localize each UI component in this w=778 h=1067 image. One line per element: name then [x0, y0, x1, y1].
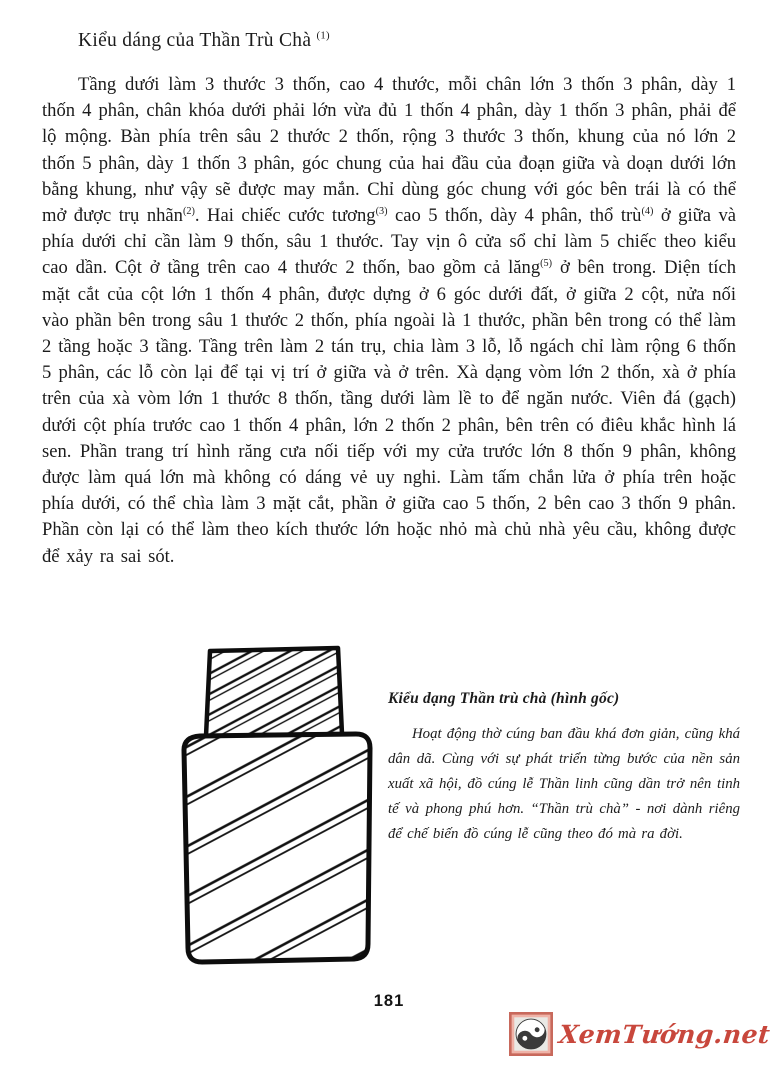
page-number: 181: [373, 992, 405, 1010]
watermark-site-name: XemTướng.net: [557, 1019, 772, 1049]
page-title: Kiểu dáng của Thần Trù Chà $^{(1)}$: [78, 29, 330, 51]
figure-caption: [388, 690, 740, 847]
body-paragraph: Tầng dưới làm 3 thước 3 thốn, cao 4 thước, mỗi chân lớn 3 thốn 3 phân, dày 1 thốn 4 phân, chân khóa dưới phải lớn vừa đủ 1 thốn 4 phân, dày 1 thốn 3 phân, phải để lộ mộng. Bàn phía trên sâu 2 thước 2 thốn, rộng 3 thước 3 thốn, khung của nó lớn 2 thốn 5 phân, dày 1 thốn 3 phân, góc chung của hai đầu của đoạn giữa và doạn dưới lớn bằng khung, như vậy sẽ được may mắn. Chỉ dùng góc chung với góc bên trái là có thể mở được trụ nhãn$^{(2)}$. Hai chiếc cước tương$^{(3)}$ cao 5 thốn, dày 4 phân, thổ trù$^{(4)}$ ở giữa và phía dưới chỉ cần làm 9 thốn, sâu 1 thước. Tay vịn ô cửa sổ chỉ làm 5 chiếc theo kiểu cao dần. Cột ở tầng trên cao 4 thước 2 thốn, bao gồm cả lăng$^{(5)}$ ở bên trong. Diện tích mặt cắt của cột lớn 1 thốn 4 phân, được dựng ở 6 góc dưới đất, ở giữa 2 cột, nửa nối vào phần bên trong sâu 1 thước 2 thốn, phía ngoài là 1 thước, phần bên trong có thể làm 2 tầng hoặc 3 tầng. Tầng trên làm 2 tán trụ, chia làm 3 lỗ, lỗ ngách chỉ làm rộng 6 thốn 5 phân, các lỗ còn lại để tại vị trí ở giữa và ở trên. Xà dạng vòm lớn 2 thốn, xà ở phía trên của xà vòm lớn 1 thước 8 thốn, tầng dưới làm lề to để ngăn nước. Viên đá (gạch) dưới cột phía trước cao 1 thốn 4 phân, lớn 2 thốn 2 phân, bên trên có điêu khắc hình lá sen. Phần trang trí hình răng cưa nối tiếp với my cửa trước lớn 8 thốn 9 phân, không được làm quá lớn mà không có dáng vẻ uy nghi. Làm tấm chắn lửa ở phía trên hoặc phía dưới, có thể chìa làm 3 mặt cắt, phần ở giữa cao 5 thốn, 2 bên cao 3 thốn 9 phân. Phần còn lại có thể làm theo kích thước lớn hoặc nhỏ mà chủ nhà yêu cầu, không được để xảy ra sai sót.: [42, 74, 737, 567]
figure-caption-title: Kiểu dạng Thần trù chà (hình gốc): [388, 690, 620, 707]
watermark: [509, 1012, 770, 1056]
figure-drawing: [180, 644, 380, 966]
yin-yang-icon: [509, 1012, 553, 1056]
jar-line-drawing-svg: [180, 644, 380, 966]
figure-caption-text: Hoạt động thờ cúng ban đầu khá đơn giản, cũng khá dân dã. Cùng với sự phát triển từng bước của nền sản xuất xã hội, đồ cúng lễ Thần linh cũng dần trở nên tinh tế và phong phú hơn. “Thần trù chà” - nơi dành riêng để chế biến đồ cúng lễ cũng theo đó mà ra đời.: [388, 726, 740, 842]
